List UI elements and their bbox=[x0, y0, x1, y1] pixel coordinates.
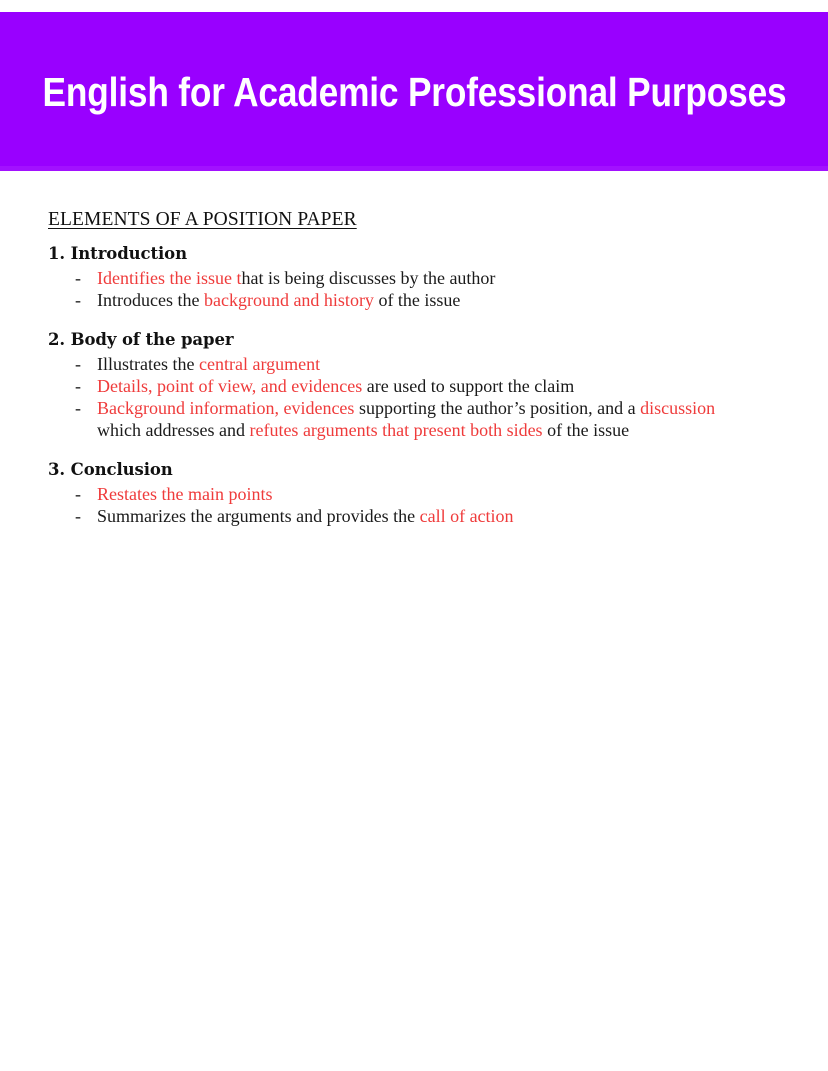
body-text: are used to support the claim bbox=[362, 376, 575, 396]
highlighted-text: central argument bbox=[198, 354, 321, 374]
section-title: 1. Introduction bbox=[48, 244, 187, 263]
page-title: English for Academic Professional Purposes bbox=[42, 69, 786, 115]
header-banner bbox=[0, 12, 828, 171]
highlighted-text: refutes arguments that present both sides bbox=[249, 420, 543, 440]
highlighted-text: Background information, evidences bbox=[97, 398, 355, 418]
body-text: Summarizes the arguments and provides the bbox=[97, 506, 420, 526]
document-content bbox=[0, 243, 828, 541]
bullet-list bbox=[0, 483, 828, 527]
highlighted-text: Details, point of view, and evidences bbox=[97, 376, 363, 396]
list-item bbox=[75, 289, 749, 311]
body-text: Introduces the bbox=[97, 290, 204, 310]
highlighted-text: Restates the main points bbox=[97, 484, 273, 504]
body-text: hat is being discusses by the author bbox=[241, 268, 496, 288]
body-text: supporting the author’s position, and a bbox=[354, 398, 641, 418]
bullet-dash-icon: - bbox=[75, 398, 81, 418]
bullet-dash-icon: - bbox=[75, 268, 81, 288]
body-text: of the issue bbox=[542, 420, 630, 440]
list-item bbox=[75, 267, 749, 289]
highlighted-text: discussion bbox=[640, 398, 716, 418]
section-title: 2. Body of the paper bbox=[48, 330, 234, 349]
list-item bbox=[75, 505, 749, 527]
section-title: 3. Conclusion bbox=[48, 460, 173, 479]
list-item bbox=[75, 397, 749, 441]
bullet-list bbox=[0, 353, 828, 441]
bullet-dash-icon: - bbox=[75, 484, 81, 504]
outline-section bbox=[0, 243, 828, 311]
body-text: Illustrates the bbox=[97, 354, 199, 374]
outline-section bbox=[0, 459, 828, 527]
list-item bbox=[75, 483, 749, 505]
highlighted-text: background and history bbox=[203, 290, 374, 310]
bullet-list bbox=[0, 267, 828, 311]
list-item bbox=[75, 353, 749, 375]
body-text: which addresses and bbox=[97, 420, 250, 440]
highlighted-text: call of action bbox=[419, 506, 514, 526]
highlighted-text: Identifies the issue t bbox=[97, 268, 242, 288]
list-item bbox=[75, 375, 749, 397]
body-text: of the issue bbox=[373, 290, 461, 310]
bullet-dash-icon: - bbox=[75, 354, 81, 374]
outline-section bbox=[0, 329, 828, 441]
bullet-dash-icon: - bbox=[75, 506, 81, 526]
banner-bottom-strip bbox=[0, 166, 828, 171]
document-heading: ELEMENTS OF A POSITION PAPER bbox=[48, 209, 357, 230]
bullet-dash-icon: - bbox=[75, 290, 81, 310]
bullet-dash-icon: - bbox=[75, 376, 81, 396]
